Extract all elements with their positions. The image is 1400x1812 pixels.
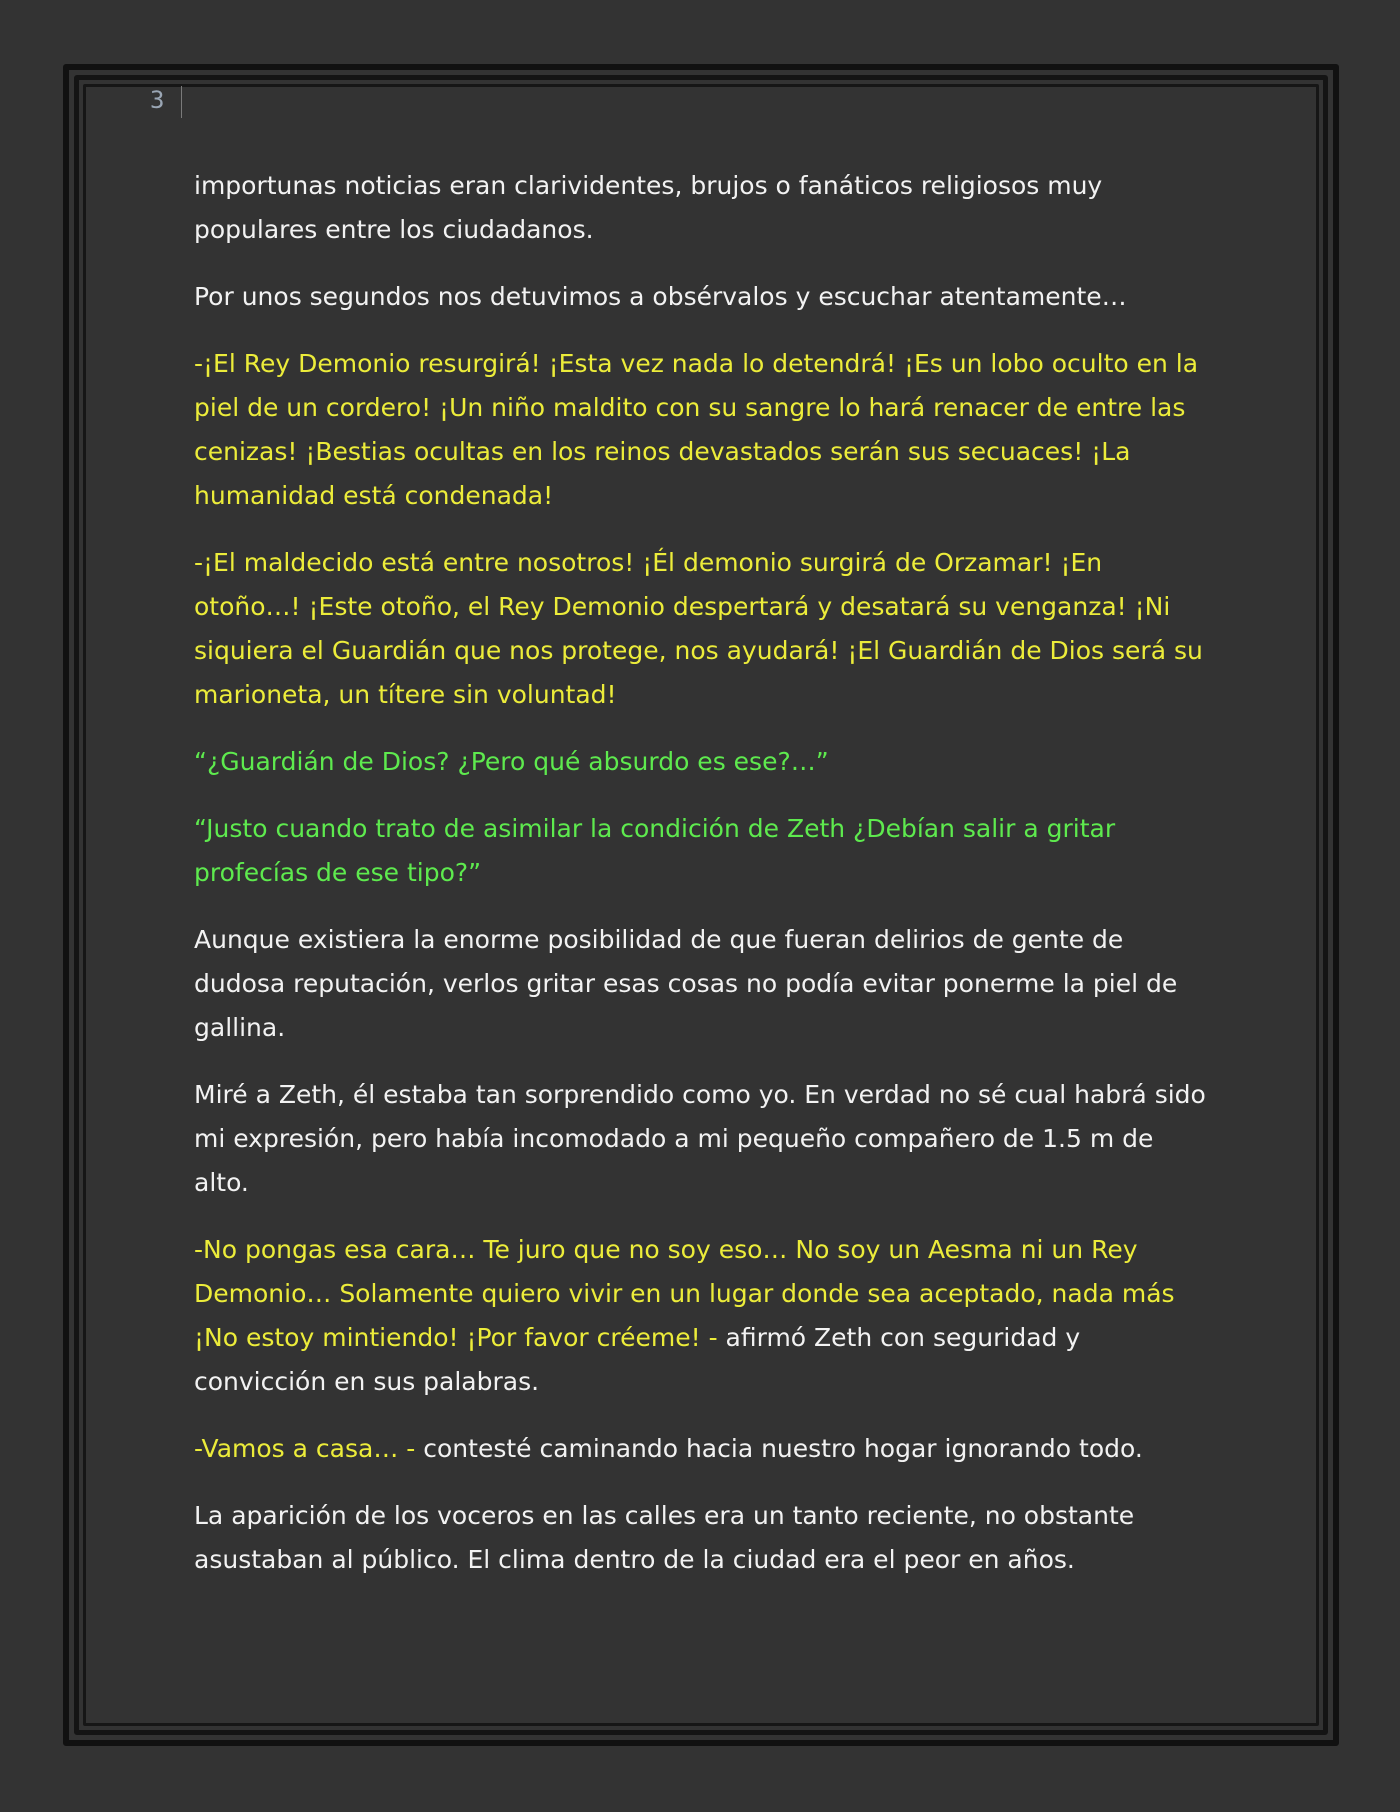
thought-text: “Justo cuando trato de asimilar la condición de Zeth ¿Debían salir a gritar profecías de ese tipo?” bbox=[194, 814, 1116, 887]
paragraph bbox=[194, 1427, 1206, 1471]
page-number: 3 bbox=[150, 86, 166, 114]
narration-text: contesté caminando hacia nuestro hogar ignorando todo. bbox=[415, 1434, 1143, 1463]
dialogue-text: -¡El Rey Demonio resurgirá! ¡Esta vez nada lo detendrá! ¡Es un lobo oculto en la piel de un cordero! ¡Un niño maldito con su sangre lo hará renacer de entre las cenizas! ¡Bestias ocultas en los reinos devastados serán sus secuaces! ¡La humanidad está condenada! bbox=[194, 349, 1199, 510]
paragraph bbox=[194, 740, 1206, 784]
dialogue-text: -Vamos a casa… - bbox=[194, 1434, 416, 1463]
narration-text: importunas noticias eran clarividentes, brujos o fanáticos religiosos muy populares entre los ciudadanos. bbox=[194, 171, 1103, 244]
thought-text: “¿Guardián de Dios? ¿Pero qué absurdo es ese?…” bbox=[194, 747, 829, 776]
paragraph bbox=[194, 807, 1206, 895]
paragraph bbox=[194, 541, 1206, 717]
dialogue-text: -¡El maldecido está entre nosotros! ¡Él demonio surgirá de Orzamar! ¡En otoño…! ¡Este otoño, el Rey Demonio despertará y desatará su venganza! ¡Ni siquiera el Guardián que nos protege, nos ayudará! ¡El Guardián de Dios será su marioneta, un títere sin voluntad! bbox=[194, 548, 1203, 709]
narration-text: La aparición de los voceros en las calles era un tanto reciente, no obstante asustaban al público. El clima dentro de la ciudad era el peor en años. bbox=[194, 1501, 1135, 1574]
paragraph bbox=[194, 275, 1206, 319]
narration-text: afirmó Zeth con seguridad y convicción en sus palabras. bbox=[194, 1323, 1081, 1396]
paragraph bbox=[194, 164, 1206, 252]
paragraph bbox=[194, 342, 1206, 518]
story-text bbox=[194, 164, 1206, 1605]
paragraph bbox=[194, 918, 1206, 1050]
paragraph bbox=[194, 1494, 1206, 1582]
paragraph bbox=[194, 1073, 1206, 1205]
page-number-divider bbox=[181, 86, 182, 118]
narration-text: Por unos segundos nos detuvimos a obsérvalos y escuchar atentamente… bbox=[194, 282, 1127, 311]
narration-text: Miré a Zeth, él estaba tan sorprendido como yo. En verdad no sé cual habrá sido mi expresión, pero había incomodado a mi pequeño compañero de 1.5 m de alto. bbox=[194, 1080, 1206, 1197]
dialogue-text: -No pongas esa cara… Te juro que no soy eso… No soy un Aesma ni un Rey Demonio… Solamente quiero vivir en un lugar donde sea aceptado, nada más ¡No estoy mintiendo! ¡Por favor créeme! - bbox=[194, 1235, 1175, 1352]
narration-text: Aunque existiera la enorme posibilidad de que fueran delirios de gente de dudosa reputación, verlos gritar esas cosas no podía evitar ponerme la piel de gallina. bbox=[194, 925, 1178, 1042]
paragraph bbox=[194, 1228, 1206, 1404]
